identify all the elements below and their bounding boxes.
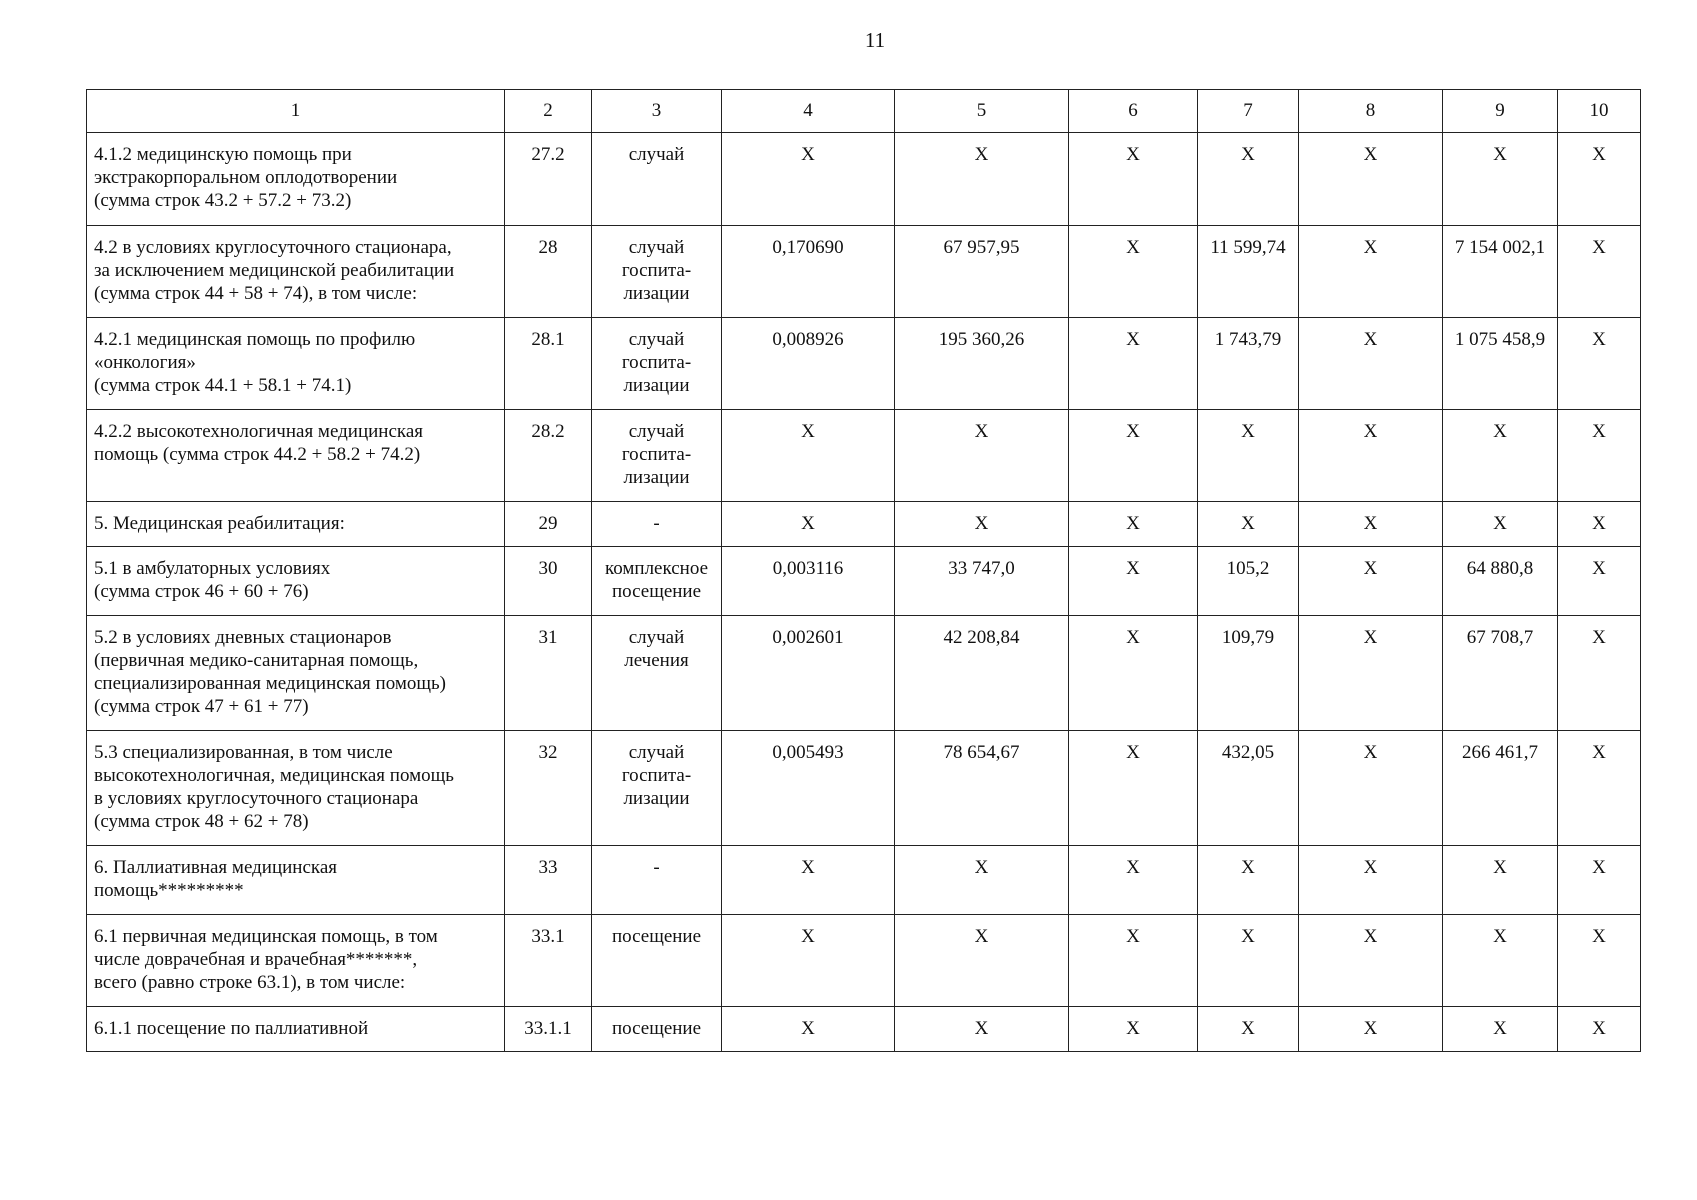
table-row <box>87 547 1641 616</box>
value-cell: 7 154 002,1 <box>1443 226 1558 318</box>
table-row <box>87 731 1641 846</box>
value-cell: X <box>1443 846 1558 915</box>
value-cell: X <box>1558 410 1641 502</box>
value-cell: X <box>1069 547 1198 616</box>
value-cell: X <box>1069 502 1198 547</box>
row-code-cell: 28 <box>505 226 592 318</box>
table-row <box>87 318 1641 410</box>
value-cell: X <box>1299 502 1443 547</box>
column-header: 3 <box>592 90 722 133</box>
value-cell: X <box>895 133 1069 226</box>
unit-cell: посещение <box>592 915 722 1007</box>
value-cell: X <box>1069 731 1198 846</box>
row-code-cell: 32 <box>505 731 592 846</box>
value-cell: X <box>1069 410 1198 502</box>
value-cell: X <box>722 133 895 226</box>
value-cell: X <box>1443 410 1558 502</box>
value-cell: X <box>1443 133 1558 226</box>
value-cell: X <box>1558 318 1641 410</box>
value-cell: X <box>1069 1007 1198 1052</box>
value-cell: X <box>1299 226 1443 318</box>
value-cell: X <box>1069 133 1198 226</box>
page-number: 11 <box>864 28 886 52</box>
table-row <box>87 502 1641 547</box>
value-cell: 67 957,95 <box>895 226 1069 318</box>
value-cell: X <box>895 846 1069 915</box>
value-cell: X <box>1198 1007 1299 1052</box>
unit-cell: случай госпита- лизации <box>592 226 722 318</box>
value-cell: 266 461,7 <box>1443 731 1558 846</box>
unit-cell: случай госпита- лизации <box>592 731 722 846</box>
value-cell: 0,005493 <box>722 731 895 846</box>
table-row <box>87 616 1641 731</box>
value-cell: X <box>1299 616 1443 731</box>
row-name-cell: 6.1.1 посещение по паллиативной <box>87 1007 505 1052</box>
value-cell: X <box>1069 616 1198 731</box>
value-cell: 0,170690 <box>722 226 895 318</box>
value-cell: X <box>1069 915 1198 1007</box>
value-cell: 11 599,74 <box>1198 226 1299 318</box>
data-table <box>86 89 1641 1052</box>
value-cell: 195 360,26 <box>895 318 1069 410</box>
value-cell: X <box>1069 226 1198 318</box>
row-code-cell: 33.1 <box>505 915 592 1007</box>
value-cell: X <box>895 915 1069 1007</box>
value-cell: X <box>1558 226 1641 318</box>
value-cell: X <box>1299 915 1443 1007</box>
value-cell: X <box>1558 502 1641 547</box>
value-cell: X <box>1198 502 1299 547</box>
column-header: 4 <box>722 90 895 133</box>
value-cell: X <box>722 502 895 547</box>
row-code-cell: 29 <box>505 502 592 547</box>
row-name-cell: 4.1.2 медицинскую помощь при экстракорпоральном оплодотворении (сумма строк 43.2 + 57.2 + 73.2) <box>87 133 505 226</box>
unit-cell: случай госпита- лизации <box>592 410 722 502</box>
row-code-cell: 33 <box>505 846 592 915</box>
column-header: 9 <box>1443 90 1558 133</box>
row-name-cell: 5.1 в амбулаторных условиях (сумма строк 46 + 60 + 76) <box>87 547 505 616</box>
unit-cell: - <box>592 846 722 915</box>
unit-cell: - <box>592 502 722 547</box>
value-cell: 0,008926 <box>722 318 895 410</box>
value-cell: X <box>1198 410 1299 502</box>
column-header: 2 <box>505 90 592 133</box>
value-cell: X <box>1069 318 1198 410</box>
value-cell: 78 654,67 <box>895 731 1069 846</box>
value-cell: X <box>1198 133 1299 226</box>
row-code-cell: 28.2 <box>505 410 592 502</box>
value-cell: 432,05 <box>1198 731 1299 846</box>
value-cell: X <box>1558 547 1641 616</box>
value-cell: 42 208,84 <box>895 616 1069 731</box>
row-name-cell: 6. Паллиативная медицинская помощь********* <box>87 846 505 915</box>
row-name-cell: 4.2 в условиях круглосуточного стационара, за исключением медицинской реабилитации (сумма строк 44 + 58 + 74), в том числе: <box>87 226 505 318</box>
value-cell: X <box>1558 731 1641 846</box>
row-name-cell: 4.2.2 высокотехнологичная медицинская помощь (сумма строк 44.2 + 58.2 + 74.2) <box>87 410 505 502</box>
value-cell: 64 880,8 <box>1443 547 1558 616</box>
row-code-cell: 33.1.1 <box>505 1007 592 1052</box>
unit-cell: случай <box>592 133 722 226</box>
column-header: 5 <box>895 90 1069 133</box>
value-cell: X <box>1558 846 1641 915</box>
value-cell: 105,2 <box>1198 547 1299 616</box>
value-cell: X <box>1299 410 1443 502</box>
column-header: 1 <box>87 90 505 133</box>
value-cell: X <box>722 1007 895 1052</box>
value-cell: X <box>1558 915 1641 1007</box>
unit-cell: посещение <box>592 1007 722 1052</box>
row-code-cell: 31 <box>505 616 592 731</box>
value-cell: X <box>1443 1007 1558 1052</box>
value-cell: 1 075 458,9 <box>1443 318 1558 410</box>
value-cell: 33 747,0 <box>895 547 1069 616</box>
table-row <box>87 846 1641 915</box>
value-cell: X <box>1558 616 1641 731</box>
column-header: 7 <box>1198 90 1299 133</box>
value-cell: X <box>1299 318 1443 410</box>
value-cell: X <box>1299 133 1443 226</box>
value-cell: X <box>722 410 895 502</box>
row-code-cell: 30 <box>505 547 592 616</box>
table-row <box>87 226 1641 318</box>
column-header: 8 <box>1299 90 1443 133</box>
row-code-cell: 28.1 <box>505 318 592 410</box>
row-name-cell: 5.3 специализированная, в том числе высокотехнологичная, медицинская помощь в условиях круглосуточного стационара (сумма строк 48 + 62 + 78) <box>87 731 505 846</box>
value-cell: X <box>722 846 895 915</box>
unit-cell: случай госпита- лизации <box>592 318 722 410</box>
column-header: 6 <box>1069 90 1198 133</box>
value-cell: X <box>1069 846 1198 915</box>
value-cell: 1 743,79 <box>1198 318 1299 410</box>
value-cell: X <box>1198 846 1299 915</box>
unit-cell: случай лечения <box>592 616 722 731</box>
value-cell: X <box>895 1007 1069 1052</box>
value-cell: 67 708,7 <box>1443 616 1558 731</box>
table-row <box>87 915 1641 1007</box>
row-name-cell: 4.2.1 медицинская помощь по профилю «онкология» (сумма строк 44.1 + 58.1 + 74.1) <box>87 318 505 410</box>
value-cell: X <box>1299 547 1443 616</box>
value-cell: X <box>1198 915 1299 1007</box>
value-cell: X <box>1558 1007 1641 1052</box>
header-row <box>87 90 1641 133</box>
value-cell: 109,79 <box>1198 616 1299 731</box>
row-name-cell: 5.2 в условиях дневных стационаров (первичная медико-санитарная помощь, специализированная медицинская помощь) (сумма строк 47 + 61 + 77) <box>87 616 505 731</box>
row-code-cell: 27.2 <box>505 133 592 226</box>
table-row <box>87 410 1641 502</box>
value-cell: X <box>1558 133 1641 226</box>
value-cell: 0,002601 <box>722 616 895 731</box>
value-cell: X <box>1299 731 1443 846</box>
table-row <box>87 1007 1641 1052</box>
row-name-cell: 6.1 первичная медицинская помощь, в том числе доврачебная и врачебная*******, всего (равно строке 63.1), в том числе: <box>87 915 505 1007</box>
value-cell: X <box>1299 846 1443 915</box>
value-cell: X <box>1443 502 1558 547</box>
unit-cell: комплексное посещение <box>592 547 722 616</box>
value-cell: X <box>1443 915 1558 1007</box>
row-name-cell: 5. Медицинская реабилитация: <box>87 502 505 547</box>
value-cell: X <box>1299 1007 1443 1052</box>
column-header: 10 <box>1558 90 1641 133</box>
value-cell: X <box>895 502 1069 547</box>
table-row <box>87 133 1641 226</box>
value-cell: 0,003116 <box>722 547 895 616</box>
value-cell: X <box>895 410 1069 502</box>
value-cell: X <box>722 915 895 1007</box>
